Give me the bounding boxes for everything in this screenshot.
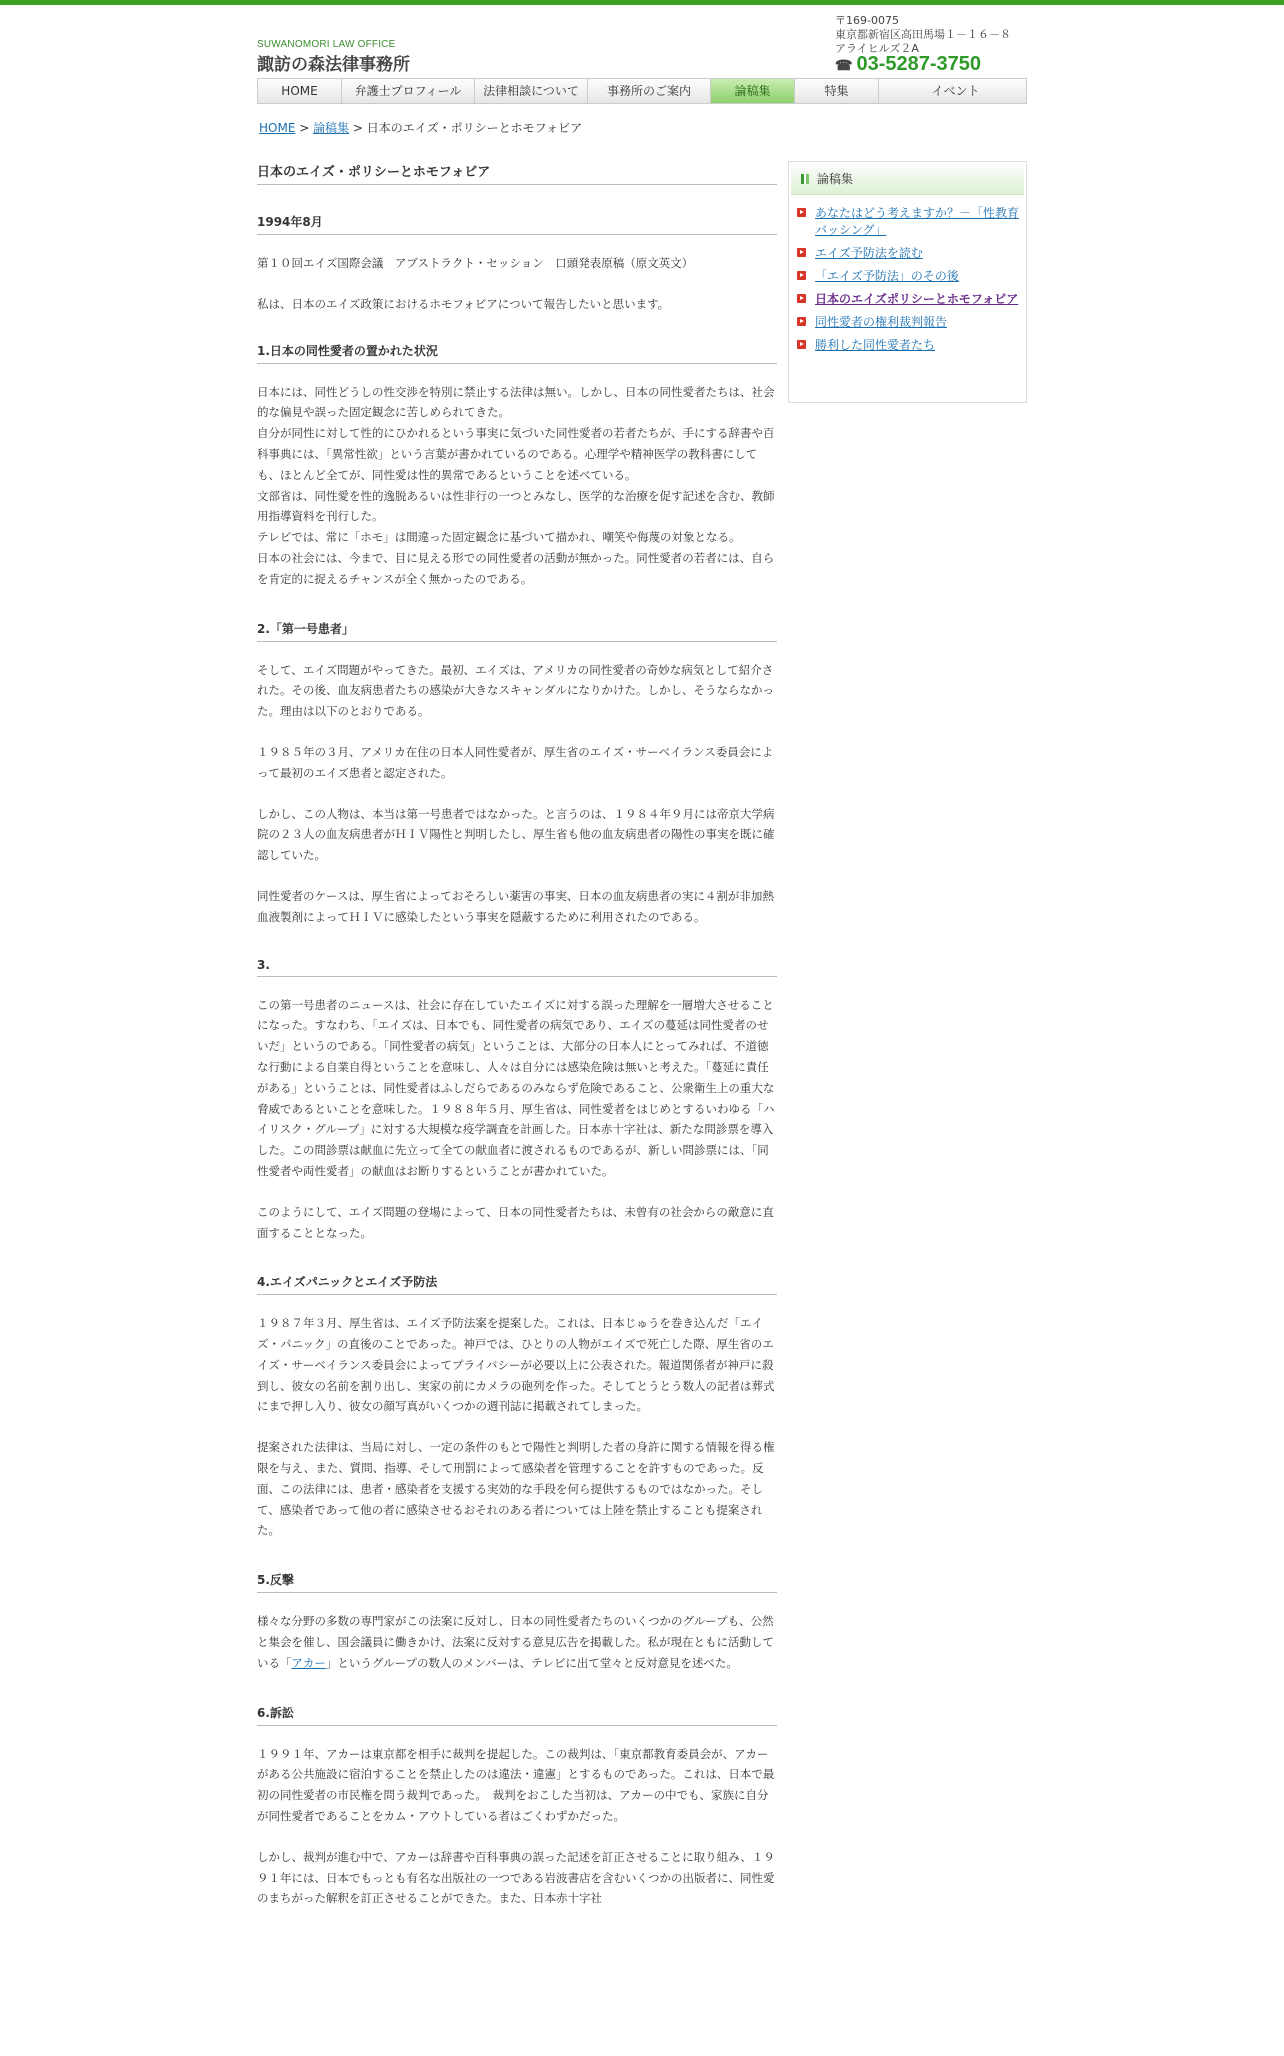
sidebar-heading	[791, 164, 1024, 195]
breadcrumb-home-link[interactable]: HOME	[259, 121, 296, 135]
section-heading-5: 5.反撃	[257, 1571, 777, 1593]
nav-features[interactable]: 特集	[795, 79, 879, 103]
postal-code: 〒169-0075	[835, 14, 899, 27]
breadcrumb-separator: >	[295, 121, 314, 135]
sidebar-item	[795, 337, 1020, 354]
section-3-paragraph: このようにして、エイズ問題の登場によって、日本の同性愛者たちは、未曾有の社会からの敵意に直面することとなった。	[257, 1204, 774, 1240]
nav-lawyer-profile[interactable]: 弁護士プロフィール	[342, 79, 475, 103]
arrow-right-icon	[797, 248, 806, 257]
site-header	[257, 5, 1027, 75]
breadcrumb	[259, 119, 582, 136]
section-5-text: 」というグループの数人のメンバーは、テレビに出て堂々と反対意見を述べた。	[325, 1655, 738, 1670]
sidebar-list	[789, 205, 1026, 354]
phone-icon: ☎	[835, 57, 853, 73]
sidebar-item	[795, 245, 1020, 262]
sidebar-link[interactable]: 同性愛者の権利裁判報告	[815, 315, 948, 329]
section-2-paragraph: しかし、この人物は、本当は第一号患者ではなかった。と言うのは、１９８４年９月には帝京大学病院の２３人の血友病患者がＨＩＶ陽性と判明したし、厚生省も他の血友病患者の陽性の事実を既に確認していた。	[257, 806, 775, 863]
section-3-paragraph: この第一号患者のニュースは、社会に存在していたエイズに対する誤った理解を一層増大させることになった。すなわち、「エイズは、日本でも、同性愛者の病気であり、エイズの蔓延は同性愛者のせいだ」というのである。「同性愛者の病気」ということは、大部分の日本人にとってみれば、不道徳な行動による自業自得ということを意味し、人々は自分には感染危険は無いと考えた。「蔓延に責任がある」ということは、同性愛者はふしだらであるのみならず危険であること、公衆衛生上の重大な脅威であるといことを意味した。１９８８年５月、厚生省は、同性愛者をはじめとするいわゆる「ハイリスク・グループ」に対する大規模な疫学調査を計画した。日本赤十字社は、新たな問診票を導入した。この問診票は献血に先立って全ての献血者に渡されるものであるが、新しい問診票には、「同性愛者や両性愛者」の献血はお断りするということが書かれていた。	[257, 997, 775, 1178]
address-line-2: アライヒルズ２A	[835, 42, 919, 55]
section-2-paragraph: そして、エイズ問題がやってきた。最初、エイズは、アメリカの同性愛者の奇妙な病気として紹介された。その後、血友病患者たちの感染が大きなスキャンダルになりかけた。しかし、そうならなかった。理由は以下のとおりである。	[257, 662, 775, 719]
section-5-text: 様々な分野の多数の専門家がこの法案に反対し、日本の同性愛者たちのいくつかのグループも、公然と集会を催し、国会議員に働きかけ、法案に反対する意見広告を掲載した。私が現在ともに活動している「	[257, 1614, 775, 1670]
section-1-paragraph: 日本には、同性どうしの性交渉を特別に禁止する法律は無い。しかし、日本の同性愛者たちは、社会的な偏見や誤った固定観念に苦しめられてきた。	[257, 384, 775, 420]
arrow-right-icon	[797, 317, 806, 326]
heading-bar-icon	[801, 174, 809, 184]
section-1-paragraph: テレビでは、常に「ホモ」は間違った固定観念に基づいて描かれ、嘲笑や侮蔑の対象となる。	[257, 530, 741, 545]
section-6-paragraph: しかし、裁判が進む中で、アカーは辞書や百科事典の誤った記述を訂正させることに取り組み、１９９１年には、日本でもっとも有名な出版社の一つである岩波書店を含むいくつかの出版者に、同性愛のまちがった解釈を訂正させることができた。また、日本赤十字社	[257, 1849, 775, 1906]
intro-paragraph: 第１０回エイズ国際会議 アブストラクト・セッション 口頭発表原稿（原文英文）	[257, 256, 694, 270]
address-line-1: 東京都新宿区高田馬場１－１６－８	[835, 28, 1011, 41]
sidebar-item	[795, 291, 1020, 308]
section-heading-4: 4.エイズパニックとエイズ予防法	[257, 1273, 777, 1295]
breadcrumb-separator: >	[349, 121, 367, 135]
sidebar-link[interactable]: 「エイズ予防法」のその後	[815, 269, 959, 283]
arrow-right-icon	[797, 294, 806, 303]
section-heading-1: 1.日本の同性愛者の置かれた状況	[257, 342, 777, 364]
section-6-paragraph: １９９１年、アカーは東京都を相手に裁判を提起した。この裁判は、「東京都教育委員会が、アカーがある公共施設に宿泊することを禁止したのは違法・違憲」とするものであった。これは、日本で最初の同性愛者の市民権を問う裁判であった。 裁判をおこした当初は、アカーの中でも、家族に自分が同性愛者であることをカム・アウトしている者はごくわずかだった。	[257, 1746, 775, 1824]
section-5-paragraph	[257, 1611, 777, 1673]
section-2-paragraph: １９８５年の３月、アメリカ在住の日本人同性愛者が、厚生省のエイズ・サーベイランス委員会によって最初のエイズ患者と認定された。	[257, 744, 774, 780]
sidebar-item	[795, 314, 1020, 331]
nav-legal-consultation[interactable]: 法律相談について	[475, 79, 588, 103]
nav-office-guide[interactable]: 事務所のご案内	[588, 79, 711, 103]
breadcrumb-current: 日本のエイズ・ポリシーとホモフォビア	[366, 121, 583, 135]
sidebar-item	[795, 205, 1020, 239]
arrow-right-icon	[797, 340, 806, 349]
nav-events[interactable]: イベント	[931, 84, 980, 98]
section-heading-6: 6.訴訟	[257, 1704, 777, 1726]
intro-paragraph: 私は、日本のエイズ政策におけるホモフォビアについて報告したいと思います。	[257, 296, 670, 311]
arrow-right-icon	[797, 271, 806, 280]
sidebar-link[interactable]: 勝利した同性愛者たち	[815, 338, 936, 352]
sidebar-title: 論稿集	[817, 172, 854, 186]
section-heading-3: 3.	[257, 958, 777, 977]
section-heading-2: 2.「第一号患者」	[257, 620, 777, 642]
section-1-paragraph: 文部省は、同性愛を性的逸脱あるいは性非行の一つとみなし、医学的な治療を促す記述を含む、教師用指導資料を刊行した。	[257, 488, 775, 524]
sidebar-item	[795, 268, 1020, 285]
section-4-paragraph: 提案された法律は、当局に対し、一定の条件のもとで陽性と判明した者の身許に関する情報を得る権限を与え、また、質問、指導、そして刑罰によって感染者を管理することを許すものであった。反面、この法律には、患者・感染者を支援する実効的な手段を何ら提供するものではなかった。そして、感染者であって他の者に感染させるおそれのある者については上陸を禁止することも提案された。	[257, 1440, 775, 1538]
arrow-right-icon	[797, 208, 806, 217]
breadcrumb-articles-link[interactable]: 論稿集	[313, 121, 350, 135]
article-date: 1994年8月	[257, 213, 777, 235]
section-2-paragraph: 同性愛者のケースは、厚生省によっておそろしい薬害の事実、日本の血友病患者の実に４割が非加熱血液製剤によってＨＩＶに感染したという事実を隠蔽するために利用されたのである。	[257, 888, 774, 924]
section-1-paragraph: 日本の社会には、今まで、目に見える形での同性愛者の活動が無かった。同性愛者の若者には、自らを肯定的に捉えるチャンスが全く無かったのである。	[257, 550, 775, 586]
global-nav	[257, 78, 1027, 104]
page-title: 日本のエイズ・ポリシーとホモフォビア	[257, 161, 777, 185]
nav-home[interactable]: HOME	[258, 79, 342, 103]
sidebar-link[interactable]: あなたはどう考えますか？－「性教育バッシング」	[815, 206, 1020, 237]
section-4-paragraph: １９８７年３月、厚生省は、エイズ予防法案を提案した。これは、日本じゅうを巻き込んだ「エイズ・パニック」の直後のことであった。神戸では、ひとりの人物がエイズで死亡した際、厚生省のエイズ・サーベイランス委員会によってプライバシーが必要以上に公表された。報道関係者が神戸に殺到し、彼女の名前を割り出し、実家の前にカメラの砲列を作った。そしてとうとう数人の記者は葬式にまで押し入り、彼女の顔写真がいくつかの週刊誌に掲載されてしまった。	[257, 1316, 775, 1414]
sidebar-link[interactable]: エイズ予防法を読む	[815, 246, 923, 260]
akaa-link[interactable]: アカー	[291, 1655, 326, 1670]
page-wrapper	[257, 5, 1027, 2056]
section-1-paragraph: 自分が同性に対して性的にひかれるという事実に気づいた同性愛者の若者たちが、手にする辞書や百科事典には、「異常性欲」という言葉が書かれているのである。心理学や精神医学の教科書にしても、ほとんど全てが、同性愛は性的異常であるということを述べている。	[257, 426, 775, 482]
logo-japanese[interactable]: 諏訪の森法律事務所	[257, 55, 410, 75]
phone-number-block	[835, 53, 981, 76]
nav-articles[interactable]: 論稿集	[711, 79, 795, 103]
contact-address	[835, 14, 1011, 56]
phone-number: 03-5287-3750	[856, 53, 982, 75]
logo-english[interactable]: SUWANOMORI LAW OFFICE	[257, 39, 396, 50]
sidebar-articles	[788, 161, 1027, 403]
article-main	[257, 161, 777, 1909]
sidebar-link-current[interactable]: 日本のエイズポリシーとホモフォビア	[815, 292, 1019, 306]
